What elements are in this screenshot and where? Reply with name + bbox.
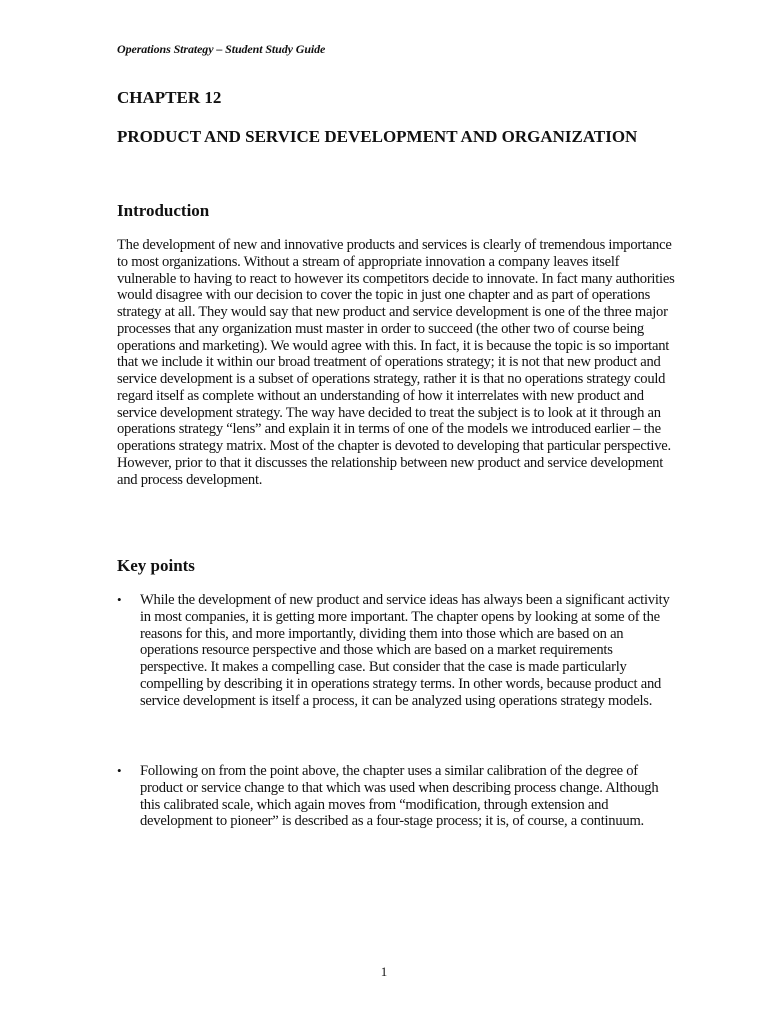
bullet-text: While the development of new product and service ideas has always been a significant activity in most companies, it is getting more important. The chapter opens by looking at some of the reasons for this, and more importantly, dividing them into those which are based on an operations resource perspective and those which are based on a market requirements perspective. It makes a compelling case. But consider that the case is made particularly compelling by describing it in operations strategy terms. In other words, because product and service development is itself a process, it can be analyzed using operations strategy models. — [140, 592, 670, 709]
key-points-list-continued — [117, 763, 677, 830]
page-number: 1 — [380, 964, 388, 979]
key-points-list — [117, 592, 677, 709]
key-points-heading: Key points — [117, 556, 195, 575]
running-header: Operations Strategy – Student Study Guide — [117, 42, 326, 56]
introduction-paragraph: The development of new and innovative products and services is clearly of tremendous importance to most organizations. Without a stream of appropriate innovation a company leaves itself vulnerable to having to react to however its competitors decide to innovate. In fact many authorities would disagree with our decision to cover the topic in just one chapter and as part of operations strategy at all. They would say that new product and service development is one of the three major processes that any organization must master in order to succeed (the other two of course being operations and marketing). We would agree with this. In fact, it is because the topic is so important that we include it within our broad treatment of operations strategy; it is not that new product and service development is a subset of operations strategy, rather it is that no operations strategy could regard itself as complete without an understanding of how it interrelates with new product and service development strategy. The way have decided to treat the subject is to look at it through an operations strategy “lens” and explain it in terms of one of the models we introduced earlier – the operations strategy matrix. Most of the chapter is devoted to developing that particular perspective. However, prior to that it discusses the relationship between new product and service development and process development. — [117, 237, 675, 488]
introduction-heading: Introduction — [117, 201, 210, 220]
bullet-text: Following on from the point above, the chapter uses a similar calibration of the degree of product or service change to that which was used when describing process change. Although this calibrated scale, which again moves from “modification, through extension and development to pioneer” is described as a four-stage process; it is, of course, a continuum. — [140, 763, 659, 830]
chapter-title: PRODUCT AND SERVICE DEVELOPMENT AND ORGANIZATION — [117, 127, 638, 146]
bullet-icon: • — [117, 763, 122, 778]
list-item — [117, 763, 677, 830]
list-item — [117, 592, 677, 709]
chapter-number: CHAPTER 12 — [117, 88, 222, 107]
bullet-icon: • — [117, 592, 122, 607]
